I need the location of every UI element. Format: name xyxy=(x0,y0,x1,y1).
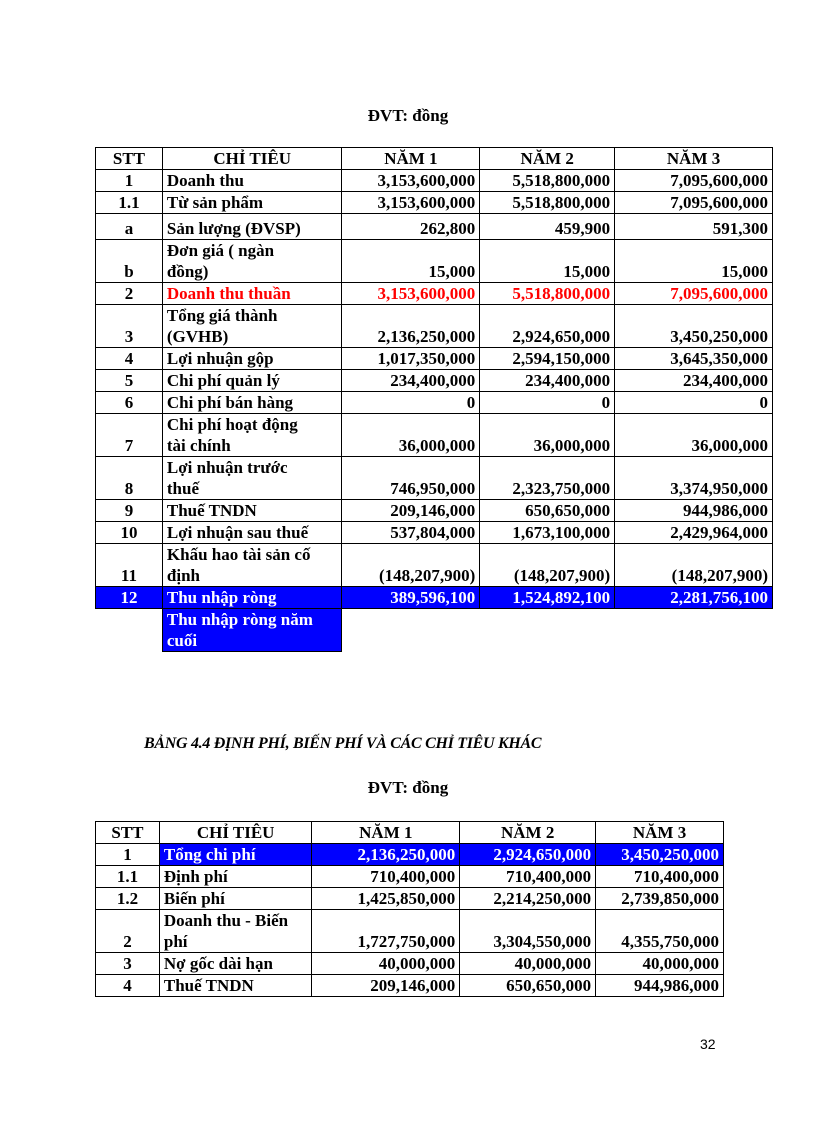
row-stt: 7 xyxy=(96,414,163,457)
row-stt: 1 xyxy=(96,844,160,866)
row-year1: 746,950,000 xyxy=(342,457,480,500)
row-stt: 1.1 xyxy=(96,192,163,214)
row-year3: 7,095,600,000 xyxy=(615,170,773,192)
row-label-line1: Chi phí hoạt động xyxy=(166,415,298,434)
header-indicator: CHỈ TIÊU xyxy=(162,148,342,170)
row-year2: 650,650,000 xyxy=(480,500,615,522)
header-stt: STT xyxy=(96,148,163,170)
row-year2: 5,518,800,000 xyxy=(480,170,615,192)
row-year2: 2,214,250,000 xyxy=(460,888,596,910)
row-label-line2: phí xyxy=(163,932,188,951)
row-label-line1: Tổng giá thành xyxy=(166,306,278,325)
row-year3: 7,095,600,000 xyxy=(615,192,773,214)
row-year3: 2,429,964,000 xyxy=(615,522,773,544)
empty-cell xyxy=(480,609,615,652)
row-stt: 1.1 xyxy=(96,866,160,888)
row-year3: 7,095,600,000 xyxy=(615,283,773,305)
row-year1: 262,800 xyxy=(342,214,480,240)
row-year2: 5,518,800,000 xyxy=(480,192,615,214)
row-year1: 209,146,000 xyxy=(312,975,460,997)
header-year2: NĂM 2 xyxy=(480,148,615,170)
row-year2: 234,400,000 xyxy=(480,370,615,392)
row-year3: 4,355,750,000 xyxy=(596,910,724,953)
row-stt: a xyxy=(96,214,163,240)
row-label: Từ sản phẩm xyxy=(162,192,342,214)
row-stt: 2 xyxy=(96,910,160,953)
row-label-line1: Khấu hao tài sản cố xyxy=(166,545,311,564)
row-year1: 2,136,250,000 xyxy=(312,844,460,866)
row-label: Tổng chi phí xyxy=(159,844,312,866)
row-label-line2: thuế xyxy=(166,479,200,498)
table-header xyxy=(96,822,724,844)
row-label: Sản lượng (ĐVSP) xyxy=(162,214,342,240)
row-label: Lợi nhuận gộp xyxy=(162,348,342,370)
row-label xyxy=(162,414,342,457)
header-indicator: CHỈ TIÊU xyxy=(159,822,312,844)
row-year2: (148,207,900) xyxy=(480,544,615,587)
row-label: Thu nhập ròng xyxy=(162,587,342,609)
table-row xyxy=(96,240,773,283)
row-year3: 944,986,000 xyxy=(596,975,724,997)
page-number: 32 xyxy=(700,1036,716,1052)
table-row xyxy=(96,392,773,414)
row-year1: 15,000 xyxy=(342,240,480,283)
row-year1: 3,153,600,000 xyxy=(342,170,480,192)
table-row xyxy=(96,192,773,214)
row-year1: 3,153,600,000 xyxy=(342,283,480,305)
row-year1: 36,000,000 xyxy=(342,414,480,457)
table-row xyxy=(96,888,724,910)
row-year3: 944,986,000 xyxy=(615,500,773,522)
unit-label-2: ĐVT: đồng xyxy=(367,778,449,797)
row-year3: 234,400,000 xyxy=(615,370,773,392)
row-stt: 5 xyxy=(96,370,163,392)
row-label: Biến phí xyxy=(159,888,312,910)
row-label: Nợ gốc dài hạn xyxy=(159,953,312,975)
row-label: Chi phí quản lý xyxy=(162,370,342,392)
header-year3: NĂM 3 xyxy=(596,822,724,844)
row-label: Thuế TNDN xyxy=(159,975,312,997)
row-year1: (148,207,900) xyxy=(342,544,480,587)
table-row-net-income xyxy=(96,587,773,609)
row-year3: 3,450,250,000 xyxy=(596,844,724,866)
table-caption: BẢNG 4.4 ĐỊNH PHÍ, BIẾN PHÍ VÀ CÁC CHỈ TIÊU KHÁC xyxy=(144,735,542,752)
row-label-line1: Doanh thu - Biến xyxy=(163,911,289,930)
header-year3: NĂM 3 xyxy=(615,148,773,170)
row-label-line1: Lợi nhuận trước xyxy=(166,458,288,477)
row-stt: 1 xyxy=(96,170,163,192)
header-year1: NĂM 1 xyxy=(312,822,460,844)
row-stt: 8 xyxy=(96,457,163,500)
table-row xyxy=(96,414,773,457)
row-year2: 1,524,892,100 xyxy=(480,587,615,609)
row-year2: 36,000,000 xyxy=(480,414,615,457)
row-stt: 3 xyxy=(96,305,163,348)
row-year3: 2,281,756,100 xyxy=(615,587,773,609)
row-stt: 11 xyxy=(96,544,163,587)
table-header xyxy=(96,148,773,170)
row-year1: 234,400,000 xyxy=(342,370,480,392)
row-label-line1: Đơn giá ( ngàn xyxy=(166,241,275,260)
row-year3: 36,000,000 xyxy=(615,414,773,457)
row-year3: (148,207,900) xyxy=(615,544,773,587)
row-year3: 710,400,000 xyxy=(596,866,724,888)
table-row xyxy=(96,975,724,997)
row-year2: 650,650,000 xyxy=(460,975,596,997)
row-year1: 1,017,350,000 xyxy=(342,348,480,370)
row-year3: 3,374,950,000 xyxy=(615,457,773,500)
row-year1: 3,153,600,000 xyxy=(342,192,480,214)
row-stt: 1.2 xyxy=(96,888,160,910)
row-year2: 5,518,800,000 xyxy=(480,283,615,305)
row-label: Định phí xyxy=(159,866,312,888)
row-stt: 6 xyxy=(96,392,163,414)
row-label-line2: định xyxy=(166,566,200,585)
row-year1: 40,000,000 xyxy=(312,953,460,975)
row-year2: 2,323,750,000 xyxy=(480,457,615,500)
row-year1: 209,146,000 xyxy=(342,500,480,522)
row-label xyxy=(162,609,342,652)
fixed-variable-cost-table xyxy=(95,821,724,997)
table-row xyxy=(96,544,773,587)
row-year3: 15,000 xyxy=(615,240,773,283)
row-stt: 3 xyxy=(96,953,160,975)
row-year1: 1,727,750,000 xyxy=(312,910,460,953)
row-label: Lợi nhuận sau thuế xyxy=(162,522,342,544)
row-stt: 4 xyxy=(96,348,163,370)
empty-cell xyxy=(96,609,163,652)
row-year2: 1,673,100,000 xyxy=(480,522,615,544)
row-year3: 3,450,250,000 xyxy=(615,305,773,348)
row-label-line2: cuối xyxy=(166,631,198,650)
row-year1: 389,596,100 xyxy=(342,587,480,609)
row-label xyxy=(162,305,342,348)
row-year2: 459,900 xyxy=(480,214,615,240)
row-label-line2: (GVHB) xyxy=(166,327,229,346)
empty-cell xyxy=(615,609,773,652)
table-row xyxy=(96,305,773,348)
row-label-line1: Thu nhập ròng năm xyxy=(166,610,313,629)
row-label-line2: đồng) xyxy=(166,262,209,281)
row-year3: 0 xyxy=(615,392,773,414)
header-year2: NĂM 2 xyxy=(460,822,596,844)
row-year2: 2,924,650,000 xyxy=(480,305,615,348)
row-label xyxy=(162,240,342,283)
row-stt: 12 xyxy=(96,587,163,609)
row-year1: 1,425,850,000 xyxy=(312,888,460,910)
row-year2: 40,000,000 xyxy=(460,953,596,975)
table-row xyxy=(96,500,773,522)
table-row-net-revenue xyxy=(96,283,773,305)
header-year1: NĂM 1 xyxy=(342,148,480,170)
row-year3: 3,645,350,000 xyxy=(615,348,773,370)
table-row-total-cost xyxy=(96,844,724,866)
header-stt: STT xyxy=(96,822,160,844)
row-label xyxy=(162,457,342,500)
table-row xyxy=(96,214,773,240)
row-label: Doanh thu xyxy=(162,170,342,192)
row-year2: 3,304,550,000 xyxy=(460,910,596,953)
unit-label-1: ĐVT: đồng xyxy=(367,106,449,125)
row-label-line2: tài chính xyxy=(166,436,231,455)
table-row xyxy=(96,910,724,953)
table-row xyxy=(96,348,773,370)
table-row-extra xyxy=(96,609,773,652)
row-stt: b xyxy=(96,240,163,283)
row-year3: 2,739,850,000 xyxy=(596,888,724,910)
row-year2: 2,594,150,000 xyxy=(480,348,615,370)
row-label: Chi phí bán hàng xyxy=(162,392,342,414)
empty-cell xyxy=(342,609,480,652)
row-year1: 537,804,000 xyxy=(342,522,480,544)
row-stt: 4 xyxy=(96,975,160,997)
table-row xyxy=(96,866,724,888)
table-row xyxy=(96,170,773,192)
table-row xyxy=(96,457,773,500)
row-label xyxy=(159,910,312,953)
row-year2: 15,000 xyxy=(480,240,615,283)
row-year1: 710,400,000 xyxy=(312,866,460,888)
row-year3: 591,300 xyxy=(615,214,773,240)
row-label: Thuế TNDN xyxy=(162,500,342,522)
row-label: Doanh thu thuần xyxy=(162,283,342,305)
table-row xyxy=(96,370,773,392)
row-year2: 710,400,000 xyxy=(460,866,596,888)
income-table xyxy=(95,147,773,652)
table-row xyxy=(96,953,724,975)
table-row xyxy=(96,522,773,544)
row-year1: 0 xyxy=(342,392,480,414)
row-stt: 10 xyxy=(96,522,163,544)
row-label xyxy=(162,544,342,587)
row-year2: 0 xyxy=(480,392,615,414)
row-year1: 2,136,250,000 xyxy=(342,305,480,348)
row-year3: 40,000,000 xyxy=(596,953,724,975)
row-stt: 2 xyxy=(96,283,163,305)
row-stt: 9 xyxy=(96,500,163,522)
row-year2: 2,924,650,000 xyxy=(460,844,596,866)
